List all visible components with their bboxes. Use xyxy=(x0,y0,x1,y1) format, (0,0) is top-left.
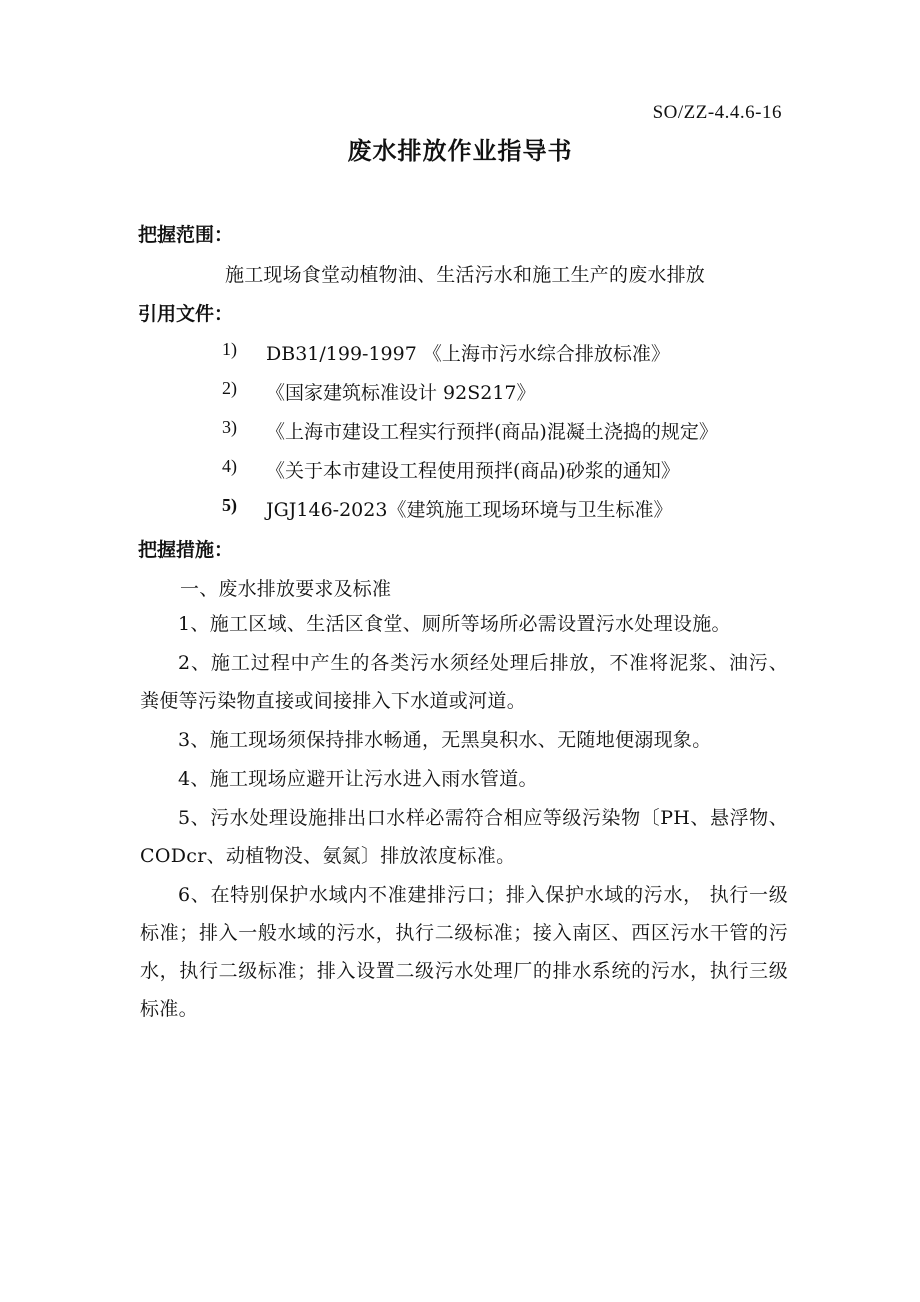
measure-item: 3、施工现场须保持排水畅通，无黑臭积水、无随地便溺现象。 xyxy=(178,729,712,751)
measure-item: 4、施工现场应避开让污水进入雨水管道。 xyxy=(178,768,538,790)
measure-item: 2、施工过程中产生的各类污水须经处理后排放，不准将泥浆、油污、粪便等污染物直接或间接排入下水道或河道。 xyxy=(140,652,788,712)
measures-heading: 把握措施： xyxy=(138,539,234,561)
scope-text: 施工现场食堂动植物油、生活污水和施工生产的废水排放 xyxy=(225,264,706,286)
measure-item: 1、施工区域、生活区食堂、厕所等场所必需设置污水处理设施。 xyxy=(178,613,731,635)
reference-number: 1) xyxy=(222,339,237,359)
reference-number: 4) xyxy=(222,456,237,476)
document-title: 废水排放作业指导书 xyxy=(347,137,573,165)
document-code: SO/ZZ-4.4.6-16 xyxy=(652,102,782,123)
reference-number: 5) xyxy=(222,495,237,515)
measures-subheading: 一、废水排放要求及标准 xyxy=(180,578,392,600)
reference-text: JGJ146-2023《建筑施工现场环境与卫生标准》 xyxy=(266,499,673,521)
reference-text: DB31/199-1997 《上海市污水综合排放标准》 xyxy=(266,343,670,365)
measure-item: 6、在特别保护水域内不准建排污口；排入保护水域的污水， 执行一级标准；排入一般水域的污水，执行二级标准；接入南区、西区污水干管的污水，执行二级标准；排入设置二级污水处理厂的排水系统的污水，执行三级标准。 xyxy=(140,884,788,1020)
references-heading: 引用文件： xyxy=(138,303,234,325)
reference-text: 《国家建筑标准设计 92S217》 xyxy=(266,382,536,404)
reference-number: 2) xyxy=(222,378,237,398)
measure-item: 5、污水处理设施排出口水样必需符合相应等级污染物〔PH、悬浮物、CODcr、动植物没、氨氮〕排放浓度标准。 xyxy=(140,807,788,867)
scope-heading: 把握范围： xyxy=(138,224,234,246)
reference-text: 《关于本市建设工程使用预拌(商品)砂浆的通知》 xyxy=(266,460,680,482)
reference-text: 《上海市建设工程实行预拌(商品)混凝土浇捣的规定》 xyxy=(266,421,718,443)
reference-number: 3) xyxy=(222,417,237,437)
